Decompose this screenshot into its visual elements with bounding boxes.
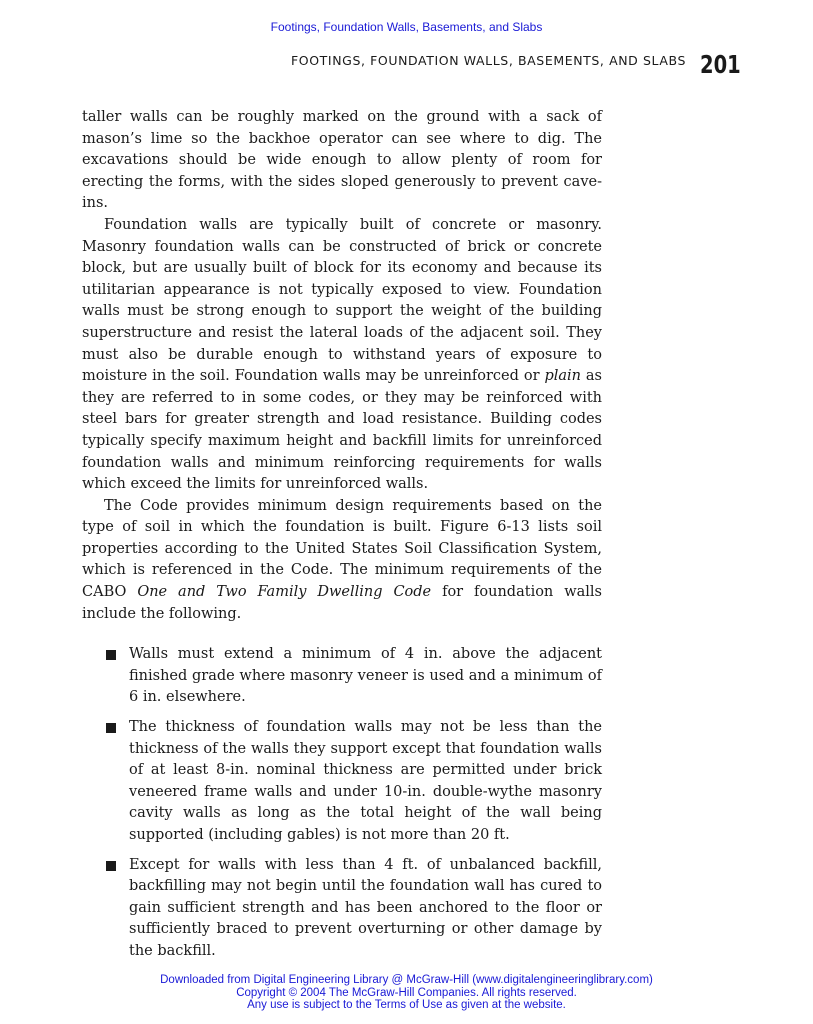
requirements-list (82, 644, 602, 962)
paragraph-3-italic: One and Two Family Dwelling Code (137, 584, 432, 601)
list-item (82, 855, 602, 963)
square-bullet-icon (106, 650, 116, 660)
paragraph-2 (82, 215, 602, 496)
page-number: 201 (700, 50, 741, 79)
body-text (82, 107, 602, 971)
footer-download-link[interactable]: Downloaded from Digital Engineering Library @ McGraw-Hill (www.digitalengineeringlibrary.com) (160, 974, 653, 986)
paragraph-2-text-a: Foundation walls are typically built of concrete or masonry. Masonry foundation walls can be constructed of brick or concrete block, but are usually built of block for its economy and because its utilitarian appearance is not typically exposed to view. Foundation walls must be strong enough to support the weight of the building superstructure and resist the lateral loads of the adjacent soil. They must also be durable enough to withstand years of exposure to moisture in the soil. Foundation walls may be unreinforced or (82, 216, 602, 385)
square-bullet-icon (106, 723, 116, 733)
paragraph-2-italic: plain (544, 368, 581, 385)
chapter-title-link[interactable]: Footings, Foundation Walls, Basements, and Slabs (270, 20, 543, 34)
list-item-text: Except for walls with less than 4 ft. of unbalanced backfill, backfilling may not begin until the foundation wall has cured to gain sufficient strength and has been anchored to the floor or sufficiently braced to prevent overturning or other damage by the backfill. (129, 856, 602, 959)
square-bullet-icon (106, 861, 116, 871)
footer (0, 974, 813, 1012)
running-head: FOOTINGS, FOUNDATION WALLS, BASEMENTS, AND SLABS (291, 53, 686, 68)
list-item-text: The thickness of foundation walls may not be less than the thickness of the walls they support except that foundation walls of at least 8-in. nominal thickness are permitted under brick veneered frame walls and under 10-in. double-wythe masonry cavity walls as long as the total height of the wall being supported (including gables) is not more than 20 ft. (129, 719, 602, 843)
footer-copyright: Copyright © 2004 The McGraw-Hill Companies. All rights reserved. (236, 986, 577, 999)
paragraph-3 (82, 496, 602, 626)
list-item-text: Walls must extend a minimum of 4 in. above the adjacent finished grade where masonry veneer is used and a minimum of 6 in. elsewhere. (129, 646, 602, 706)
list-item (82, 717, 602, 847)
paragraph-3-text-b: for foundation walls include the following. (82, 584, 602, 622)
paragraph-2-text-b: as they are referred to in some codes, or they may be reinforced with steel bars for greater strength and load resistance. Building codes typically specify maximum height and backfill limits for unreinforced foundation walls and minimum reinforcing requirements for walls which exceed the limits for unreinforced walls. (82, 368, 602, 493)
list-item (82, 644, 602, 709)
footer-terms-link[interactable]: Any use is subject to the Terms of Use as given at the website. (247, 999, 566, 1012)
paragraph-1: taller walls can be roughly marked on the ground with a sack of mason’s lime so the backhoe operator can see where to dig. The excavations should be wide enough to allow plenty of room for erecting the forms, with the sides sloped generously to prevent cave-ins. (82, 109, 602, 212)
paragraph-3-text-a: The Code provides minimum design requirements based on the type of soil in which the foundation is built. Figure 6-13 lists soil properties according to the United States Soil Classification System, which is referenced in the Code. The minimum requirements of the CABO (82, 497, 602, 601)
